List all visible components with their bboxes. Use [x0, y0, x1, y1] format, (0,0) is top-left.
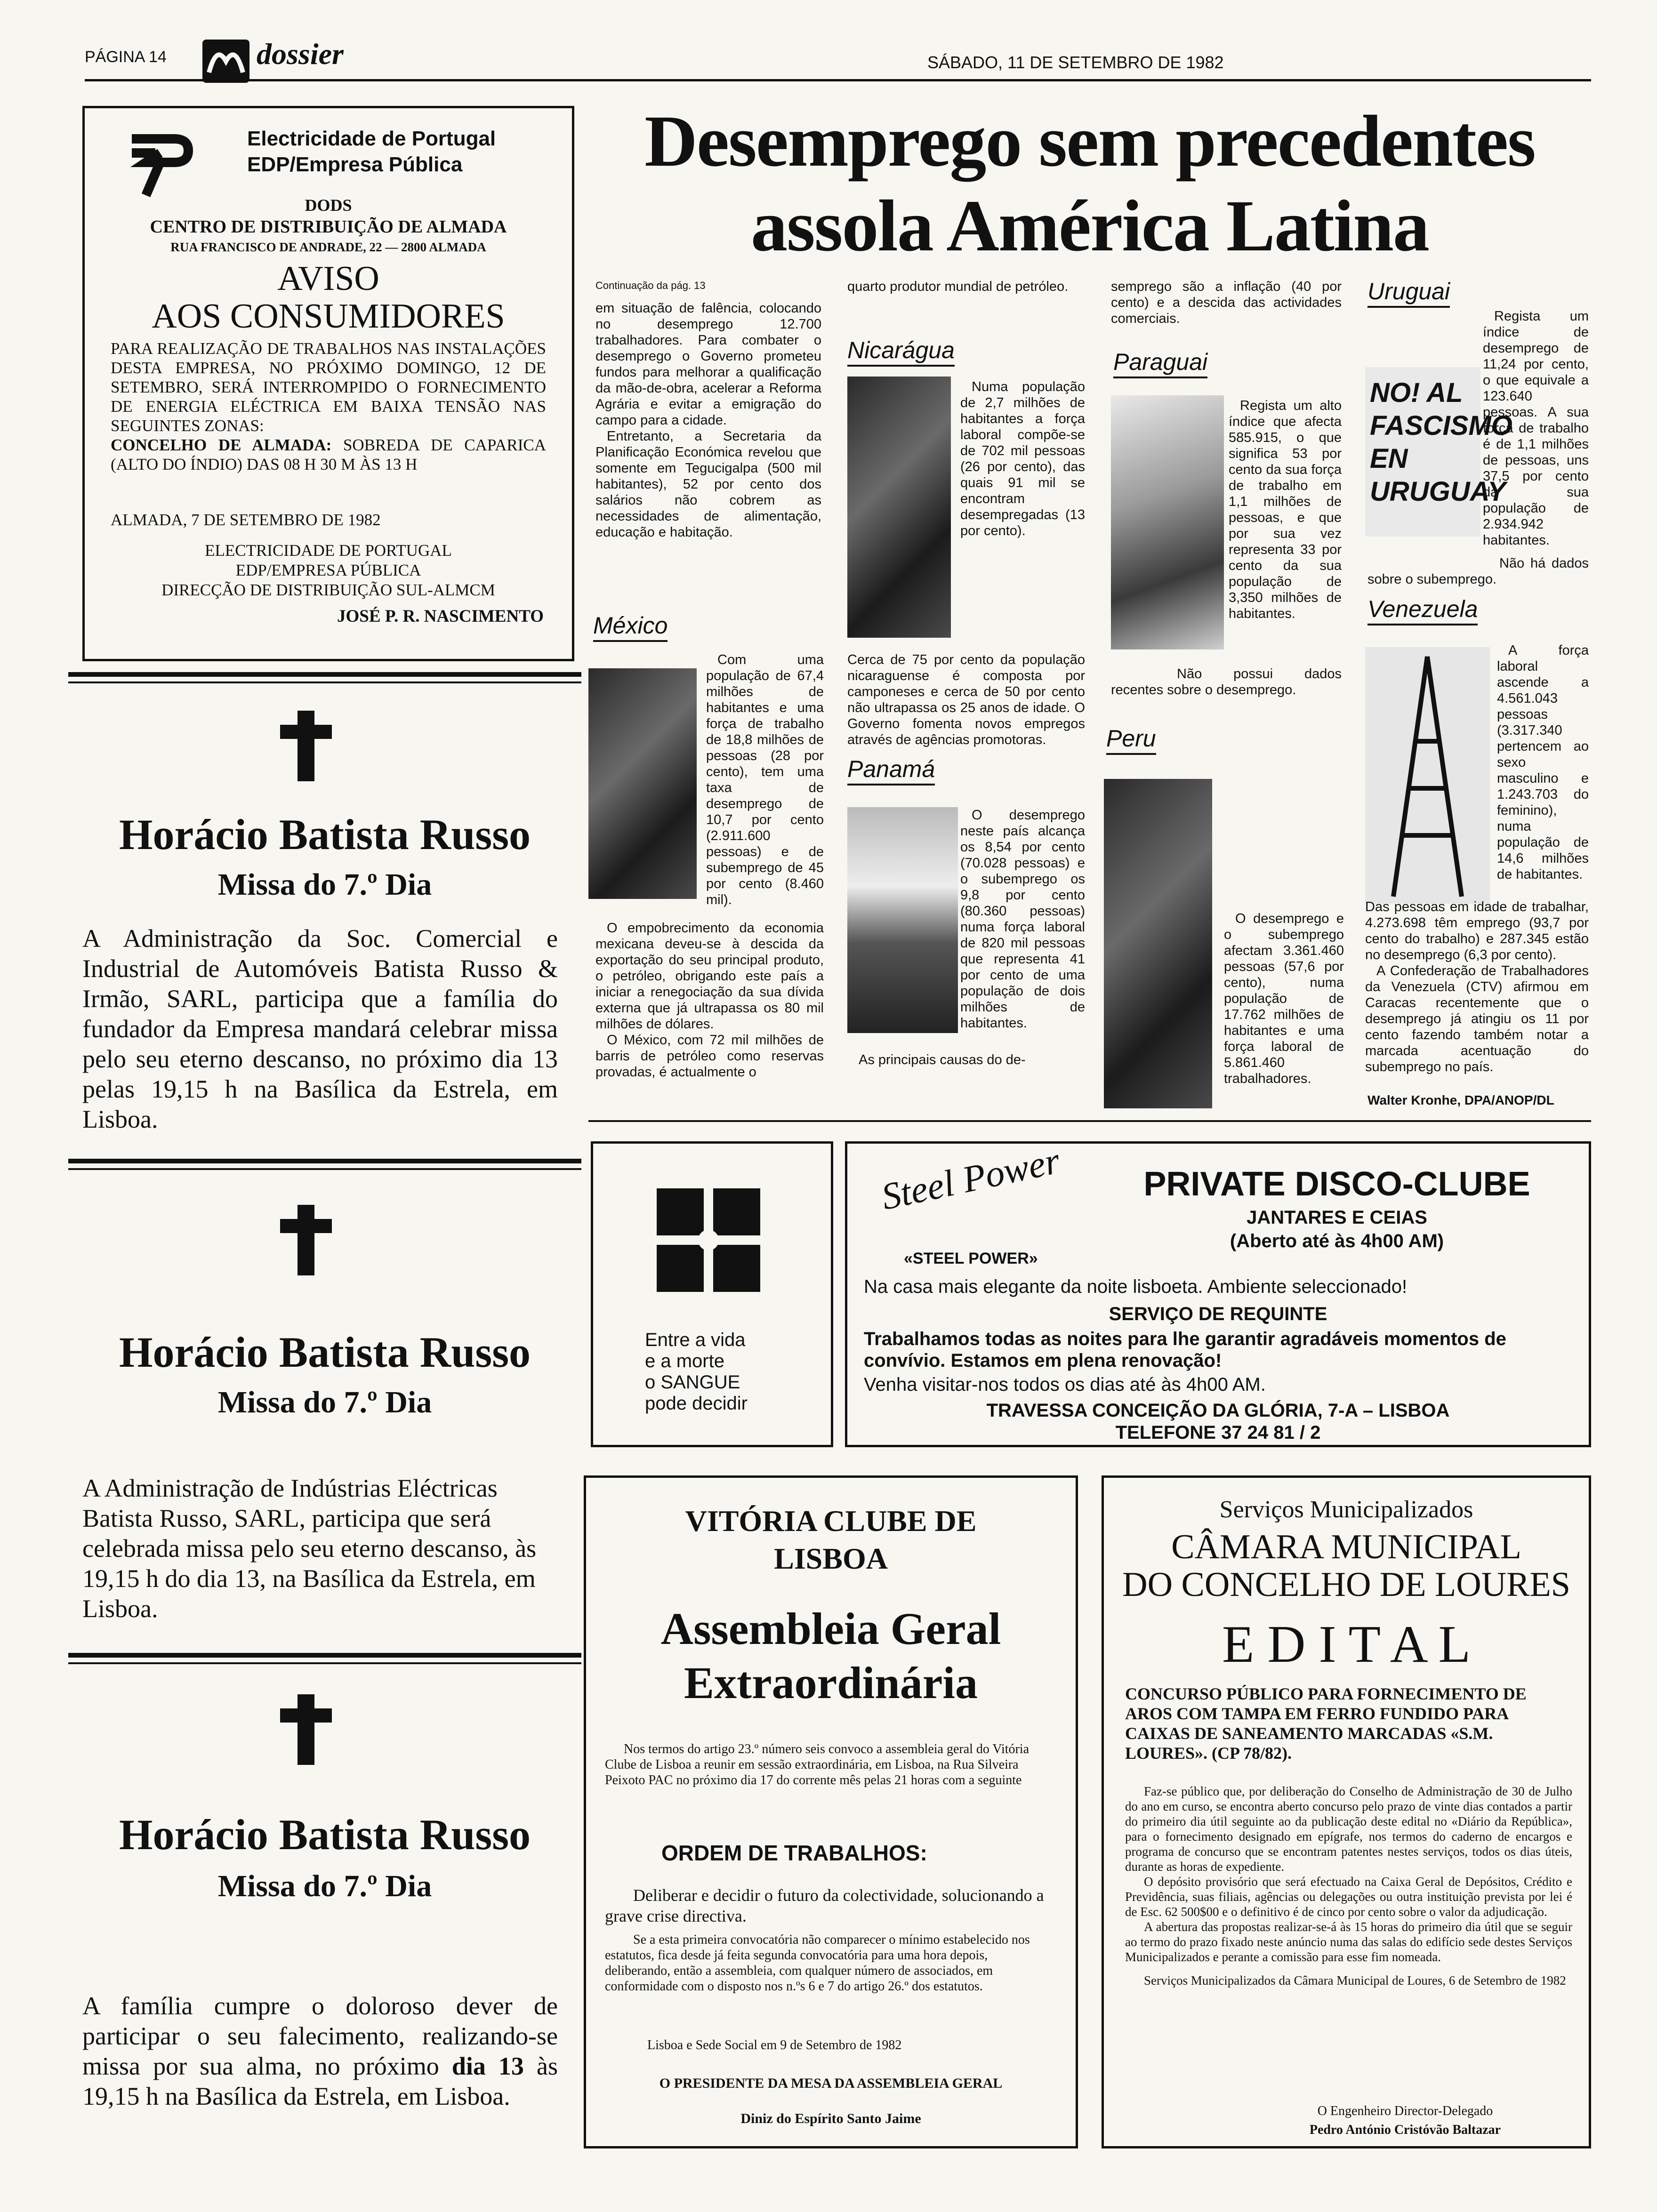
article-col-2 — [847, 279, 1083, 316]
vitoria-signer: Diniz do Espírito Santo Jaime — [740, 2111, 921, 2126]
peru-photo — [1104, 779, 1212, 1108]
uruguay-poster-text: NO! AL FASCISMO EN URUGUAY — [1370, 377, 1512, 507]
article-col-4 — [1483, 308, 1589, 581]
article-paragraph: Das pessoas em idade de trabalhar, 4.273.698 têm emprego (93,7 por cento do trabalho) e 287.345 estão no desemprego (6,3 por cento). — [1365, 899, 1589, 962]
article-paragraph: Cerca de 75 por cento da população nicaraguense é composta por camponeses e cerca de 50 por cento não ultrapassa os 25 anos de idade. O Governo fomenta novos empregos através de agências promotoras. — [847, 652, 1085, 747]
loures-edital — [1102, 1475, 1591, 2148]
loures-line2: CÂMARA MUNICIPAL — [1171, 1528, 1521, 1566]
disco-title: PRIVATE DISCO-CLUBE — [1143, 1165, 1530, 1203]
cross-icon — [280, 711, 332, 781]
edp-dods: DODS — [305, 196, 352, 215]
vitoria-item: Deliberar e decidir o futuro da colectividade, solucionando a grave crise directiva. — [605, 1886, 1044, 1925]
page-number: PÁGINA 14 — [85, 48, 167, 66]
edp-aviso2: AOS CONSUMIDORES — [152, 297, 505, 336]
article-paragraph: O México, com 72 mil milhões de barris de petróleo como reservas provadas, é actualmente o — [595, 1033, 824, 1080]
issue-date: SÁBADO, 11 DE SETEMBRO DE 1982 — [927, 53, 1224, 72]
disco-service: SERVIÇO DE REQUINTE — [1109, 1304, 1327, 1324]
article-col-4b — [1367, 555, 1589, 593]
obit-text — [82, 1991, 558, 2111]
vitoria-note: Se a esta primeira convocatória não comparecer o mínimo estabelecido nos estatutos, fica desde já feita segunda convocatória para uma hora depois, deliberando, então a assembleia, com qualquer número de associados, em conformidade com o disposto nos n.ºs 6 e 7 do artigo 26.º dos estatutos. — [605, 1932, 1030, 1994]
blood-ad-line3: o SANGUE — [645, 1372, 740, 1393]
article-paragraph: As principais causas do de- — [859, 1052, 1026, 1067]
article-col-2d — [960, 807, 1085, 1085]
nicaragua-heading: Nicarágua — [847, 337, 955, 367]
disco-visit: Venha visitar-nos todos os dias até às 4h00 AM. — [864, 1374, 1266, 1395]
obit-name: Horácio Batista Russo — [119, 810, 531, 858]
article-paragraph: O empobrecimento da economia mexicana deveu-se à descida da exportação do seu principal produto, o petróleo, obrigando este país a iniciar a renegociação da sua dívida externa que já ultrapassa os 80 mil milhões de dólares. — [595, 921, 824, 1032]
edp-aviso: AVISO — [277, 259, 379, 298]
edp-zone-label: CONCELHO DE ALMADA: — [111, 436, 332, 454]
article-col-4d — [1365, 899, 1589, 1085]
obit-text-a: A família cumpre o doloroso dever de participar o seu falecimento, realizando-se missa por sua alma, no próximo — [82, 1992, 558, 2080]
article-paragraph: semprego são a inflação (40 por cento) e a descida das actividades comerciais. — [1111, 279, 1342, 326]
blood-donation-ad — [591, 1141, 833, 1447]
obit-mass: Missa do 7.º Dia — [217, 1385, 432, 1419]
disco-tagline: Na casa mais elegante da noite lisboeta. Ambiente seleccionado! — [864, 1276, 1408, 1297]
loures-paragraph: O depósito provisório que será efectuado na Caixa Geral de Depósitos, Crédito e Previdência, suas filiais, agências ou delegações ou outra instituição prevista por lei é de Esc. 62 500$00 e o definitivo é de cinco por cento sobre o valor da adjudicação. — [1125, 1875, 1572, 1919]
edp-centre: CENTRO DE DISTRIBUIÇÃO DE ALMADA — [150, 217, 507, 237]
obit-text: A Administração da Soc. Comercial e Industrial de Automóveis Batista Russo & Irmão, SARL, participa que a família do fundador da Empresa mandará celebrar missa pelo seu eterno descanso, no próximo dia 13 pelas 19,15 h na Basílica da Estrela, em Lisboa. — [82, 924, 558, 1133]
article-paragraph: Não possui dados recentes sobre o desemprego. — [1111, 666, 1342, 697]
obit-rule — [68, 681, 581, 683]
obit-rule — [68, 1159, 581, 1163]
article-col-3d — [1224, 911, 1344, 1118]
article-paragraph: O desemprego neste país alcança os 8,54 por cento (70.028 pessoas) e o subemprego os 9,8 por cento (80.360 pessoas) numa força laboral de 820 mil pessoas que representa 41 por cento de uma população de dois milhões de habitantes. — [960, 808, 1085, 1031]
article-paragraph: Numa população de 2,7 milhões de habitantes a força laboral compõe-se de 702 mil pessoas (26 por cento), das quais 91 mil se encontram desempregadas (13 por cento). — [960, 379, 1085, 538]
blood-ad-line2: e a morte — [645, 1351, 724, 1371]
edp-signer: JOSÉ P. R. NASCIMENTO — [337, 607, 544, 626]
article-paragraph: Entretanto, a Secretaria da Planificação Económica revelou que somente em Tegucigalpa (500 mil habitantes), 52 por cento dos salários não cobrem as necessidades de alimentação, educação e habitação. — [595, 429, 821, 540]
loures-sig1: O Engenheiro Director-Delegado — [1317, 2104, 1493, 2118]
blood-ad-line1: Entre a vida — [645, 1330, 746, 1350]
article-col-2e — [847, 1052, 1085, 1071]
uruguai-heading: Uruguai — [1367, 278, 1450, 308]
vitoria-president: O PRESIDENTE DA MESA DA ASSEMBLEIA GERAL — [659, 2076, 1003, 2091]
edp-sign2: EDP/EMPRESA PÚBLICA — [235, 561, 421, 579]
article-byline: Walter Kronhe, DPA/ANOP/DL — [1367, 1093, 1554, 1107]
nicaragua-photo — [847, 377, 951, 638]
loures-paragraph: Serviços Municipalizados da Câmara Municipal de Loures, 6 de Setembro de 1982 — [1144, 1973, 1566, 1988]
panama-heading: Panamá — [847, 755, 935, 785]
steel-power-caption: «STEEL POWER» — [904, 1250, 1038, 1267]
loures-paragraph: A abertura das propostas realizar-se-á às 15 horas do primeiro dia útil que se seguir ao termo do prazo fixado neste anúncio numa das salas do edifício sede destes Serviços Municipalizados e perante a comissão para esse fim nomeada. — [1125, 1920, 1572, 1964]
article-headline-2: assola América Latina — [751, 185, 1429, 266]
loures-sig2: Pedro António Cristóvão Baltazar — [1309, 2123, 1501, 2137]
article-continuation: Continuação da pág. 13 — [595, 280, 706, 291]
article-col-2c — [847, 652, 1085, 747]
uruguay-poster — [1365, 367, 1512, 537]
edp-org-line1: Electricidade de Portugal — [247, 127, 496, 150]
mexico-heading: México — [593, 612, 668, 642]
vitoria-title2: Extraordinária — [684, 1658, 978, 1708]
article-paragraph: O desemprego e o subemprego afectam 3.361.460 pessoas (57,6 por cento), numa população de 17.762 milhões de habitantes e uma força laboral de 5.861.460 trabalhadores. — [1224, 911, 1344, 1086]
edp-body-text: PARA REALIZAÇÃO DE TRABALHOS NAS INSTALAÇÕES DESTA EMPRESA, NO PRÓXIMO DOMINGO, 12 DE SETEMBRO, SERÁ INTERROMPIDO O FORNECIMENTO DE ENERGIA ELÉCTRICA EM BAIXA TENSÃO NAS SEGUINTES ZONAS: — [111, 339, 546, 435]
article-bottom-rule — [588, 1120, 1591, 1122]
vitoria-club-line2: LISBOA — [774, 1542, 888, 1575]
cross-icon — [280, 1694, 332, 1765]
obit-name: Horácio Batista Russo — [119, 1328, 531, 1376]
vitoria-title1: Assembleia Geral — [660, 1603, 1001, 1654]
newspaper-logo-icon — [202, 40, 249, 83]
edp-zone: SOBREDA DE CAPARICA (ALTO DO ÍNDIO) DAS 08 H 30 M ÀS 13 H — [111, 436, 546, 473]
loures-edital-title: E D I T A L — [1222, 1615, 1471, 1674]
disco-sub1: JANTARES E CEIAS — [1247, 1207, 1427, 1228]
mexico-photo — [588, 668, 697, 899]
loures-paragraph: Faz-se público que, por deliberação do Conselho de Administração de 30 de Julho do ano em curso, se encontra aberto concurso pelo prazo de vinte dias contados a partir do primeiro dia útil seguinte ao da publicação deste edital no «Diário da República», para o fornecimento designado em epígrafe, nos termos do caderno de encargos e programa de concurso que se encontram patentes nestes serviços, todos os dias úteis, durante as horas de expediente. — [1125, 1784, 1572, 1874]
venezuela-oil-rig-photo — [1365, 647, 1490, 904]
article-col-1c — [595, 920, 824, 1099]
four-petal-icon — [652, 1184, 765, 1297]
panama-photo — [847, 807, 958, 1033]
article-paragraph: Regista um índice de desemprego de 11,24 por cento, o que equivale a 123.640 pessoas. A sua força de trabalho é de 1,1 milhões de pessoas, uns 37,5 por cento da sua população de 2.934.942 habitantes. — [1483, 309, 1589, 548]
disco-club-ad — [845, 1141, 1591, 1447]
article-col-1 — [595, 278, 821, 614]
disco-bold-text: Trabalhamos todas as noites para lhe garantir agradáveis momentos de convívio. Estamos em plena renovação! — [864, 1329, 1506, 1371]
article-col-3b — [1229, 398, 1342, 664]
article-col-2b — [960, 379, 1085, 649]
article-headline-1: Desemprego sem precedentes — [644, 100, 1535, 182]
edp-sign3: DIRECÇÃO DE DISTRIBUIÇÃO SUL-ALMCM — [161, 581, 495, 599]
edp-logo-icon — [127, 125, 193, 200]
obit-name: Horácio Batista Russo — [119, 1811, 531, 1859]
vitoria-body: Nos termos do artigo 23.º número seis convoco a assembleia geral do Vitória Clube de Lisboa a reunir em sessão extraordinária, em Lisboa, na Rua Silveira Peixoto PAC no próximo dia 17 do corrente mês pelas 21 horas com a seguinte — [605, 1742, 1030, 1787]
loures-concurso: CONCURSO PÚBLICO PARA FORNECIMENTO DE AROS COM TAMPA EM FERRO FUNDIDO PARA CAIXAS DE SANEAMENTO MARCADAS «S.M. LOURES». (CP 78/82). — [1125, 1684, 1527, 1763]
article-col-4c — [1497, 642, 1589, 892]
obit-rule — [68, 1662, 581, 1664]
obit-text: A Administração de Indústrias Eléctricas Batista Russo, SARL, participa que será celebrada missa pelo seu eterno descanso, às 19,15 h do dia 13, na Basílica da Estrela, em Lisboa. — [82, 1474, 537, 1623]
blood-ad-line4: pode decidir — [645, 1393, 748, 1414]
disco-address: TRAVESSA CONCEIÇÃO DA GLÓRIA, 7-A – LISBOA — [986, 1400, 1450, 1421]
edp-notice — [82, 106, 574, 661]
section-title: dossier — [257, 37, 344, 71]
edp-body — [111, 339, 546, 474]
article-paragraph: em situação de falência, colocando no desemprego 12.700 trabalhadores. Para combater o desemprego o Governo prometeu fundos para melhorar a qualificação da mão-de-obra, acelerar a Reforma Agrária e evitar a emigração do campo para a cidade. — [595, 301, 821, 428]
cross-icon — [280, 1205, 332, 1275]
article-paragraph: A Confederação de Trabalhadores da Venezuela (CTV) afirmou em Caracas recentemente que o desemprego já atingiu os 11 por cento fazendo também notar a marcada acentuação do subemprego no país. — [1365, 963, 1589, 1074]
loures-line1: Serviços Municipalizados — [1219, 1496, 1473, 1523]
obit-rule — [68, 672, 581, 677]
edp-place-date: ALMADA, 7 DE SETEMBRO DE 1982 — [111, 511, 381, 529]
article-paragraph: Regista um alto índice que afecta 585.915, o que significa 53 por cento da sua força de trabalho em 1,1 milhões de pessoas, e que por sua vez representa 33 por cento da sua população de 3,350 milhões de habitantes. — [1229, 398, 1342, 621]
loures-body — [1125, 1784, 1572, 1988]
article-paragraph: Com uma população de 67,4 milhões de habitantes e uma força de trabalho de 18,8 milhões de pessoas (28 por cento), tem uma taxa de desemprego de 10,7 por cento (2.911.600 pessoas) e de subemprego de 45 por cento (8.460 mil). — [706, 652, 824, 907]
vitoria-ordem: ORDEM DE TRABALHOS: — [661, 1841, 927, 1865]
article-col-1b — [706, 652, 824, 913]
article-paragraph: quarto produtor mundial de petróleo. — [847, 279, 1069, 294]
vitoria-clube-notice — [584, 1475, 1078, 2148]
vitoria-club-line1: VITÓRIA CLUBE DE — [685, 1504, 977, 1538]
obit-rule — [68, 1653, 581, 1658]
vitoria-date: Lisboa e Sede Social em 9 de Setembro de 1982 — [647, 2038, 902, 2052]
obit-rule — [68, 1168, 581, 1170]
peru-heading: Peru — [1106, 725, 1156, 755]
edp-address: RUA FRANCISCO DE ANDRADE, 22 — 2800 ALMADA — [170, 240, 486, 254]
disco-phone: TELEFONE 37 24 81 / 2 — [1115, 1422, 1321, 1443]
article-col-3 — [1111, 279, 1342, 333]
obit-mass: Missa do 7.º Dia — [217, 1869, 432, 1903]
steel-power-logo: Steel Power — [877, 1140, 1064, 1218]
header-rule — [85, 79, 1591, 81]
venezuela-heading: Venezuela — [1367, 595, 1478, 625]
obit-text-b: às 19,15 h na Basílica da Estrela, em Lisboa. — [82, 2052, 558, 2110]
article-col-3c — [1111, 666, 1342, 704]
edp-sign1: ELECTRICIDADE DE PORTUGAL — [205, 541, 452, 560]
paraguai-heading: Paraguai — [1113, 348, 1207, 378]
obit-text-bold: dia 13 — [451, 2052, 524, 2080]
edp-org-line2: EDP/Empresa Pública — [247, 153, 463, 176]
paraguai-photo — [1111, 395, 1224, 649]
obit-mass: Missa do 7.º Dia — [217, 867, 432, 902]
article-paragraph: A força laboral ascende a 4.561.043 pessoas (3.317.340 pertencem ao sexo masculino e 1.243.703 do feminino), numa população de 14,6 milhões de habitantes. — [1497, 643, 1589, 882]
disco-sub2: (Aberto até às 4h00 AM) — [1230, 1231, 1444, 1251]
article-paragraph: Não há dados sobre o subemprego. — [1367, 556, 1589, 587]
loures-line3: DO CONCELHO DE LOURES — [1122, 1565, 1570, 1604]
